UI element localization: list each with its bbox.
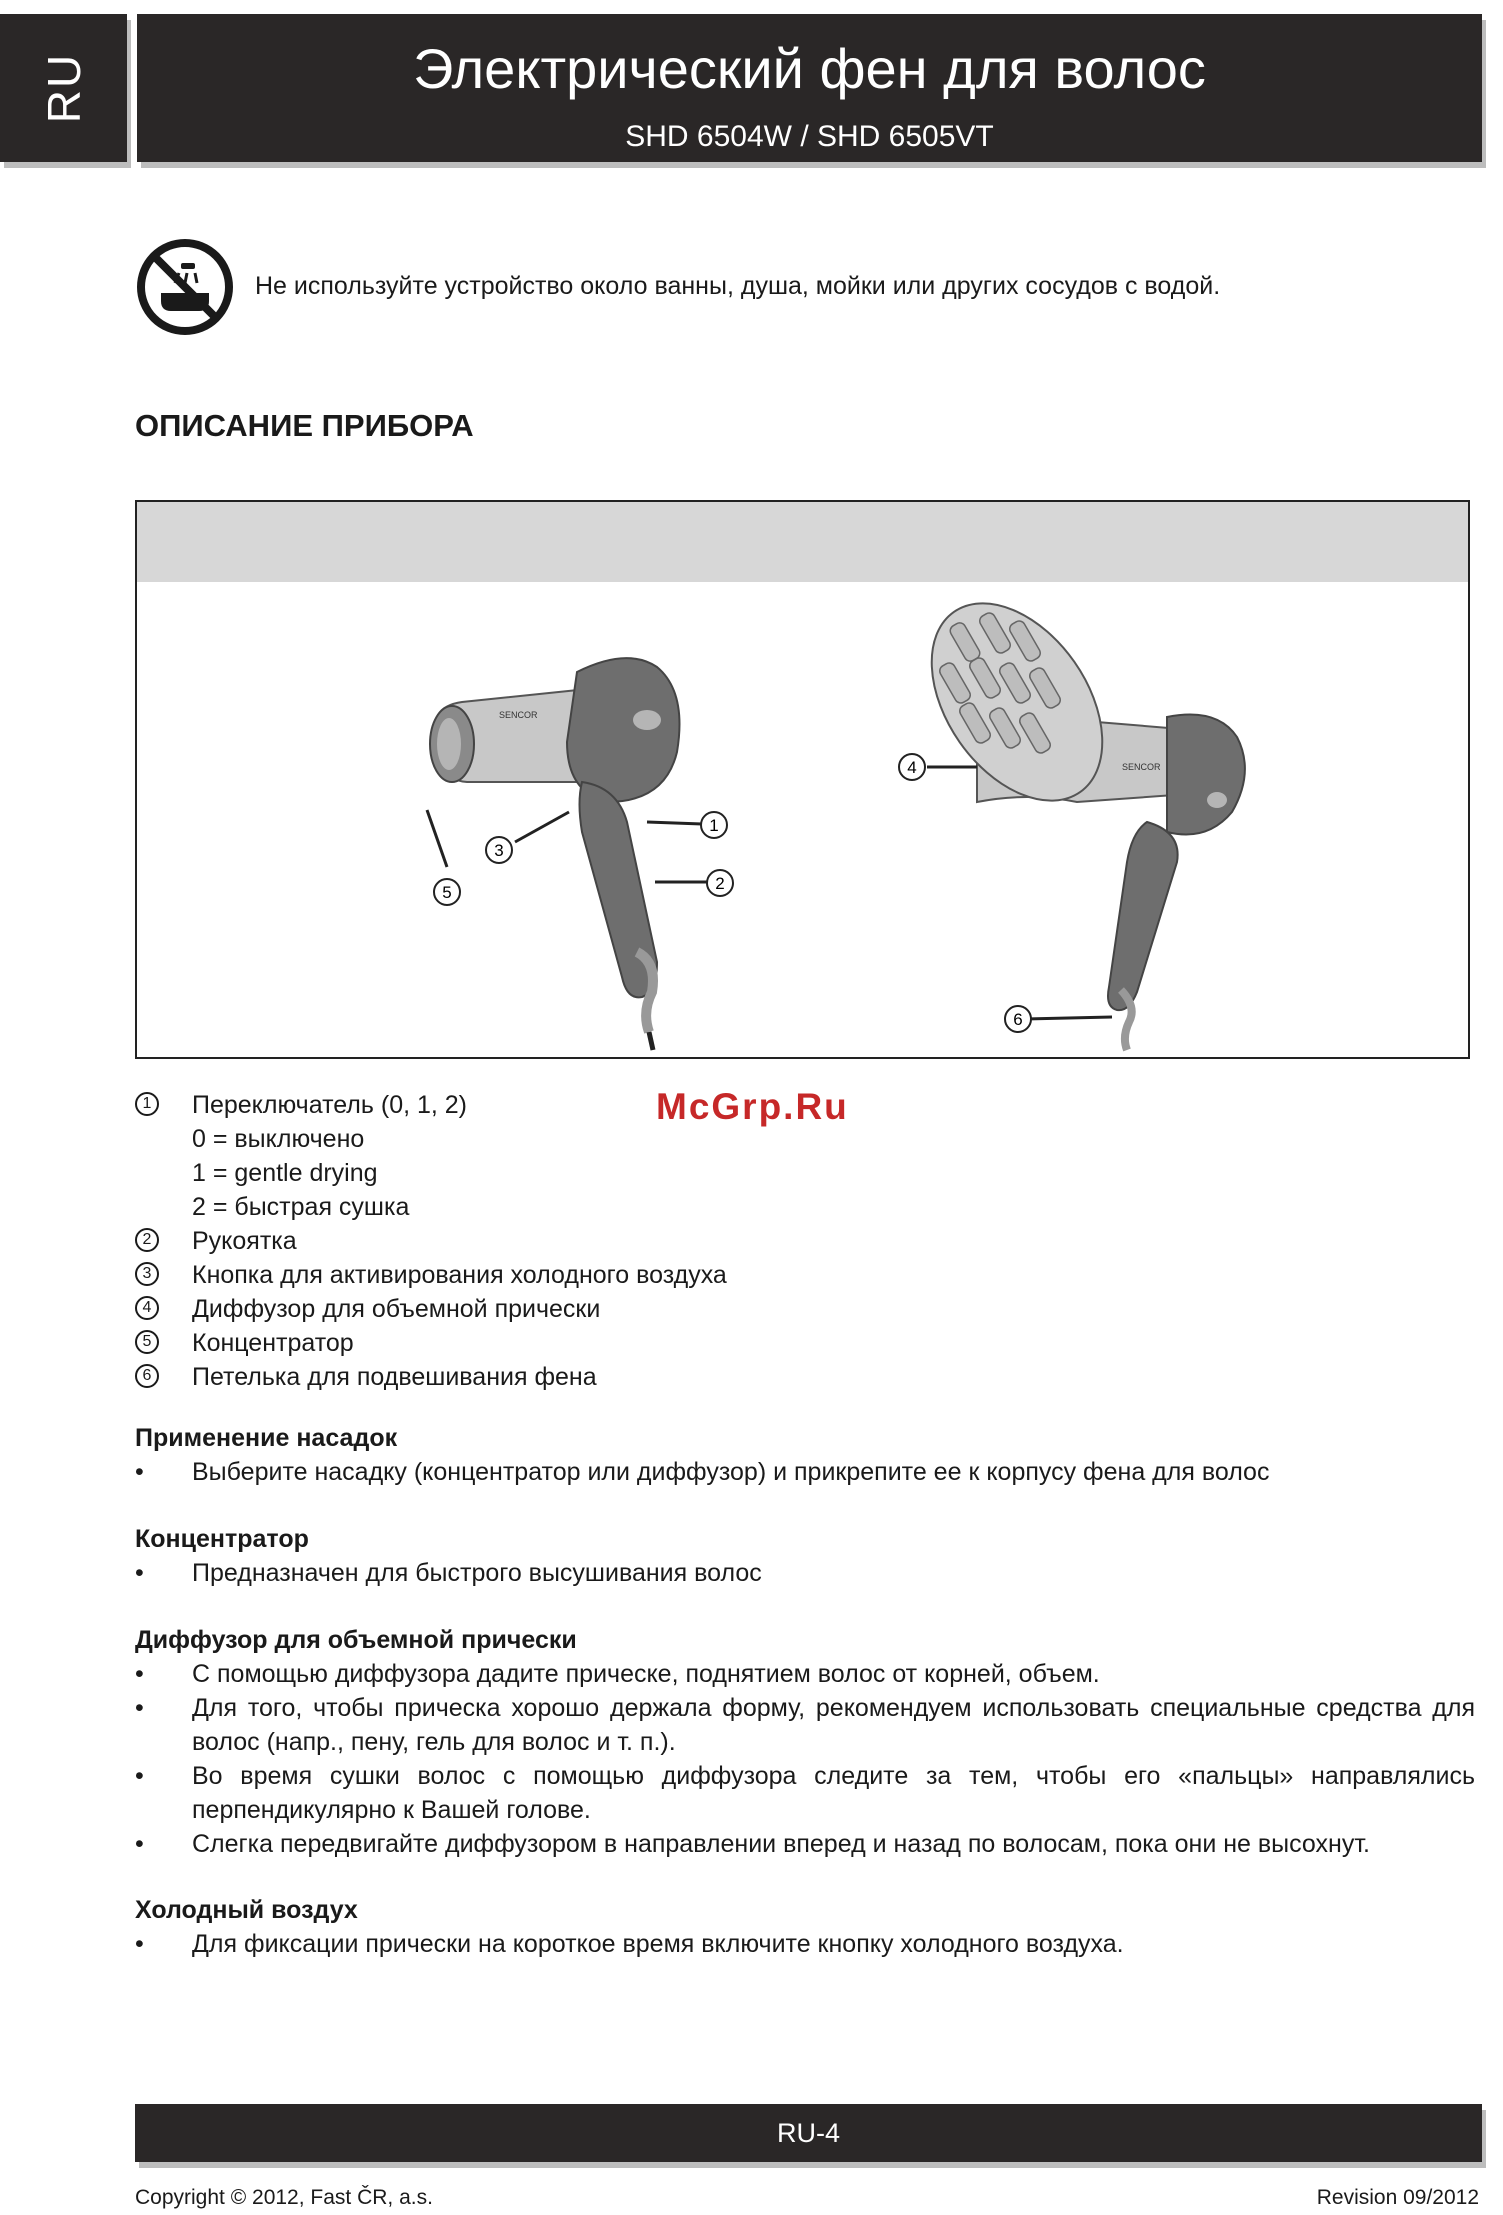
language-tab: [0, 14, 127, 162]
callout-1-label: 1: [709, 816, 719, 835]
part-label: Концентратор: [192, 1329, 354, 1357]
bullet-text: Выберите насадку (концентратор или диффузор) и прикрепите ее к корпусу фена для волос: [192, 1458, 1270, 1486]
part-number: 2: [135, 1228, 159, 1252]
section-title: Холодный воздух: [135, 1896, 358, 1924]
device-figure: [135, 500, 1470, 1059]
bullet-text: Во время сушки волос с помощью диффузора следите за тем, чтобы его «пальцы» направлялись перпендикулярно к Вашей голове.: [192, 1762, 1475, 1824]
watermark: McGrp.Ru: [656, 1086, 849, 1127]
bullet-mark: •: [135, 1930, 144, 1958]
callout-5-label: 5: [442, 883, 452, 902]
no-water-bath-icon: [135, 237, 235, 337]
parts-list: [135, 1088, 1475, 1394]
bullet-mark: •: [135, 1830, 144, 1858]
bullet-text: Для того, чтобы прическа хорошо держала форму, рекомендуем использовать специальные средства для волос (напр., пену, гель для волос и т. п.).: [192, 1694, 1475, 1756]
list-item: [135, 1122, 1475, 1156]
language-code: RU: [37, 52, 90, 124]
list-item: [135, 1156, 1475, 1190]
title-bar: [137, 14, 1482, 162]
list-item: [135, 1927, 1475, 1961]
section-diffuser: [135, 1623, 1475, 1861]
part-number: 1: [135, 1092, 159, 1116]
bullet-mark: •: [135, 1762, 144, 1790]
brand-mark-1: SENCOR: [499, 710, 538, 720]
model-numbers: SHD 6504W / SHD 6505VT: [625, 120, 994, 153]
part-label: Переключатель (0, 1, 2): [192, 1091, 468, 1119]
revision: Revision 09/2012: [1316, 2186, 1479, 2209]
list-item: [135, 1224, 1475, 1258]
section-attachments: [135, 1421, 1475, 1489]
section-concentrator: [135, 1522, 1475, 1590]
hair-dryer-with-concentrator: [427, 658, 707, 1050]
callout-6-label: 6: [1013, 1010, 1023, 1029]
part-number: 4: [135, 1296, 159, 1320]
part-number: 5: [135, 1330, 159, 1354]
list-item: [135, 1759, 1475, 1827]
callout-4-label: 4: [907, 758, 917, 777]
part-label: 1 = gentle drying: [192, 1159, 378, 1187]
part-label: 2 = быстрая сушка: [192, 1193, 410, 1221]
list-item: [135, 1556, 1475, 1590]
part-label: Диффузор для объемной прически: [192, 1295, 601, 1323]
section-title: Диффузор для объемной прически: [135, 1626, 577, 1654]
bullet-text: Слегка передвигайте диффузором в направлении вперед и назад по волосам, пока они не высохнут.: [192, 1830, 1370, 1858]
part-number: 6: [135, 1364, 159, 1388]
hair-dryer-illustrations: [137, 502, 1472, 1061]
section-cold-air: [135, 1893, 1475, 1961]
bullet-mark: •: [135, 1458, 144, 1486]
part-label: 0 = выключено: [192, 1125, 365, 1153]
bullet-mark: •: [135, 1660, 144, 1688]
list-item: [135, 1088, 1475, 1122]
section-title: Концентратор: [135, 1525, 309, 1553]
page-title: Электрический фен для волос: [413, 37, 1206, 100]
list-item: [135, 1455, 1475, 1489]
hair-dryer-with-diffuser: [897, 572, 1245, 1050]
callout-3-label: 3: [494, 841, 504, 860]
list-item: [135, 1258, 1475, 1292]
page-number: RU-4: [776, 2118, 840, 2148]
bullet-mark: •: [135, 1559, 144, 1587]
water-warning: [135, 237, 1435, 337]
list-item: [135, 1691, 1475, 1759]
bullet-text: С помощью диффузора дадите прическе, поднятием волос от корней, объем.: [192, 1660, 1100, 1688]
list-item: [135, 1827, 1475, 1861]
part-label: Кнопка для активирования холодного воздуха: [192, 1261, 727, 1289]
list-item: [135, 1190, 1475, 1224]
part-number: 3: [135, 1262, 159, 1286]
section-title: Применение насадок: [135, 1424, 398, 1452]
bullet-mark: •: [135, 1694, 144, 1722]
description-title: ОПИСАНИЕ ПРИБОРА: [135, 408, 474, 443]
list-item: [135, 1292, 1475, 1326]
list-item: [135, 1657, 1475, 1691]
list-item: [135, 1326, 1475, 1360]
brand-mark-2: SENCOR: [1122, 762, 1161, 772]
bullet-text: Для фиксации прически на короткое время включите кнопку холодного воздуха.: [192, 1930, 1124, 1958]
list-item: [135, 1360, 1475, 1394]
callout-2-label: 2: [715, 874, 725, 893]
part-label: Петелька для подвешивания фена: [192, 1363, 597, 1391]
page-number-bar: [135, 2104, 1482, 2162]
bullet-text: Предназначен для быстрого высушивания волос: [192, 1559, 762, 1587]
copyright: Copyright © 2012, Fast ČR, a.s.: [135, 2186, 433, 2209]
warning-text: Не используйте устройство около ванны, душа, мойки или других сосудов с водой.: [255, 272, 1221, 300]
part-label: Рукоятка: [192, 1227, 297, 1255]
